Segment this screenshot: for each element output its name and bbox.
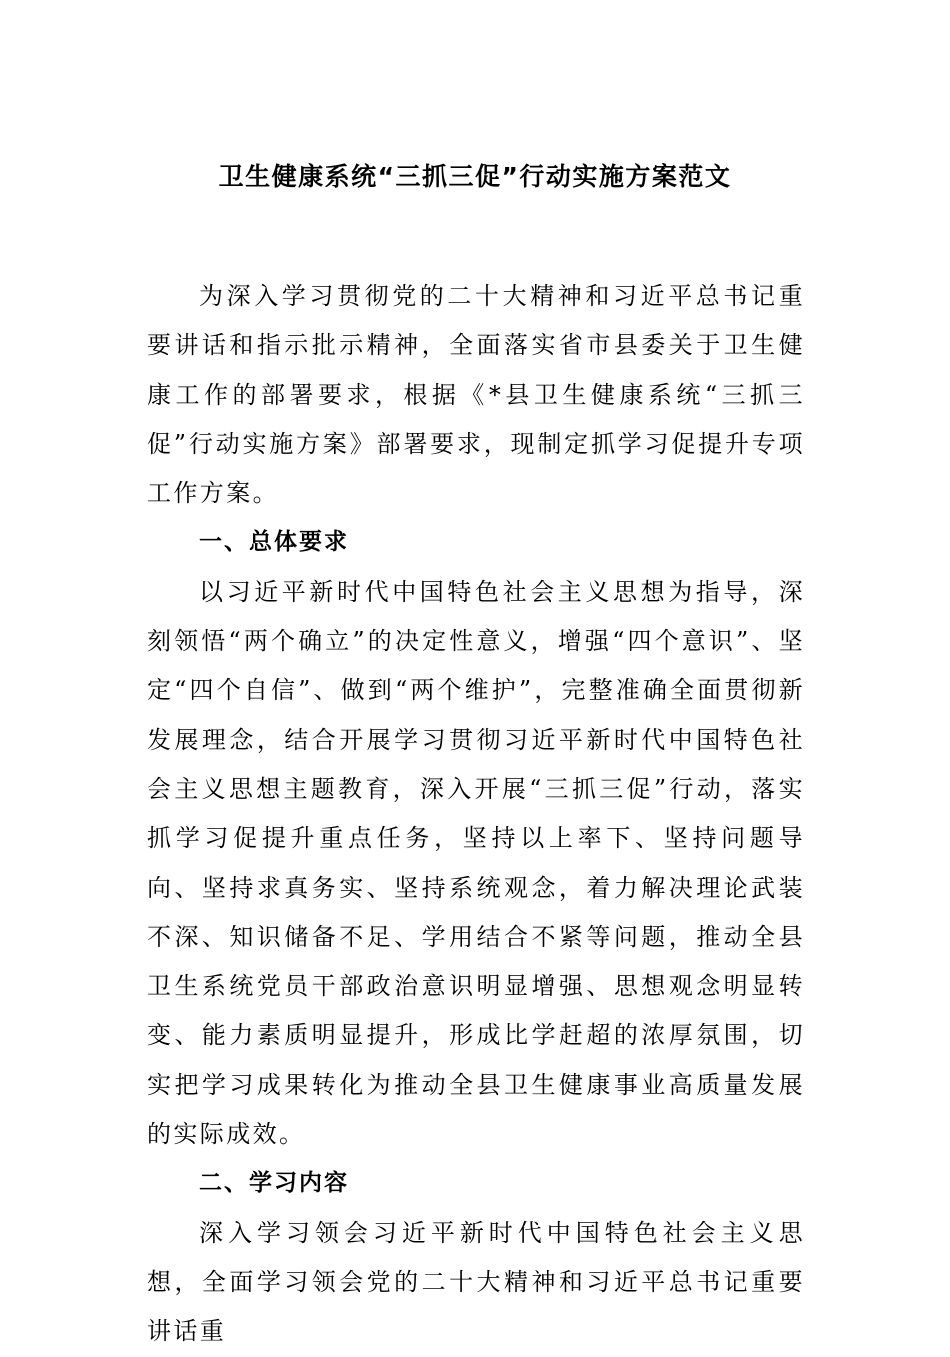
study-content-paragraph: 深入学习领会习近平新时代中国特色社会主义思想，全面学习领会党的二十大精神和习近平总书记重要讲话重 xyxy=(147,1218,805,1346)
intro-paragraph: 为深入学习贯彻党的二十大精神和习近平总书记重要讲话和指示批示精神，全面落实省市县委关于卫生健康工作的部署要求，根据《*县卫生健康系统“三抓三促”行动实施方案》部署要求，现制定抓学习促提升专项工作方案。 xyxy=(147,282,805,508)
section-heading-study-content: 二、学习内容 xyxy=(199,1170,349,1197)
document-title: 卫生健康系统“三抓三促”行动实施方案范文 xyxy=(218,162,732,191)
general-requirements-paragraph: 以习近平新时代中国特色社会主义思想为指导，深刻领悟“两个确立”的决定性意义，增强“四个意识”、坚定“四个自信”、做到“两个维护”，完整准确全面贯彻新发展理念，结合开展学习贯彻习近平新时代中国特色社会主义思想主题教育，深入开展“三抓三促”行动，落实抓学习促提升重点任务，坚持以上率下、坚持问题导向、坚持求真务实、坚持系统观念，着力解决理论武装不深、知识储备不足、学用结合不紧等问题，推动全县卫生系统党员干部政治意识明显增强、思想观念明显转变、能力素质明显提升，形成比学赶超的浓厚氛围，切实把学习成果转化为推动全县卫生健康事业高质量发展的实际成效。 xyxy=(147,577,805,1149)
section-heading-general-requirements: 一、总体要求 xyxy=(199,529,349,556)
document-body xyxy=(147,272,805,1357)
